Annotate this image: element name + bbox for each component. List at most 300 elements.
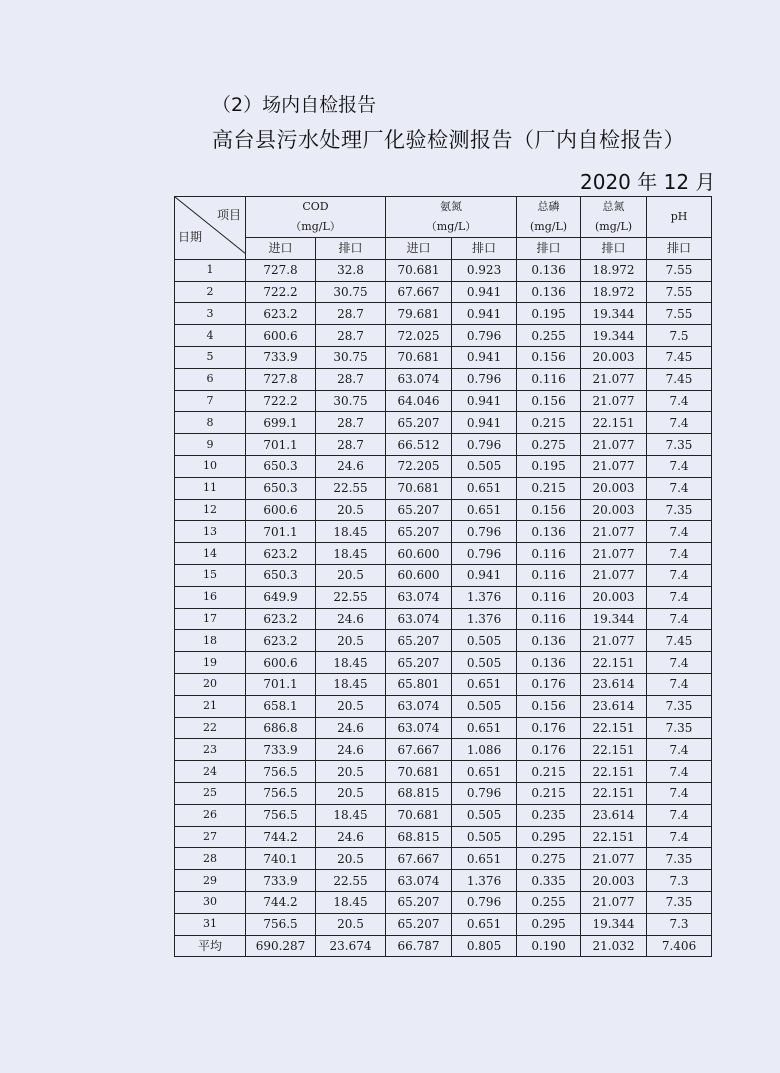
cod-inlet-cell: 756.5 xyxy=(246,761,316,783)
cod-outlet-cell: 30.75 xyxy=(316,346,386,368)
cod-outlet-cell: 20.5 xyxy=(316,848,386,870)
tn-outlet-cell: 22.151 xyxy=(581,782,647,804)
tp-outlet-cell: 0.156 xyxy=(517,499,581,521)
tp-outlet-cell: 0.295 xyxy=(517,913,581,935)
nh3-inlet-cell: 65.207 xyxy=(386,412,452,434)
nh3-outlet-cell: 0.796 xyxy=(452,434,517,456)
ph-outlet-cell: 7.45 xyxy=(647,630,712,652)
cod-label: COD xyxy=(302,200,329,213)
cod-inlet-cell: 686.8 xyxy=(246,717,316,739)
table-row xyxy=(175,608,712,630)
ph-outlet-cell: 7.4 xyxy=(647,521,712,543)
tn-outlet-cell: 22.151 xyxy=(581,412,647,434)
tp-outlet-cell: 0.215 xyxy=(517,477,581,499)
table-row xyxy=(175,259,712,281)
cod-inlet-cell: 658.1 xyxy=(246,695,316,717)
nh3-inlet-cell: 65.207 xyxy=(386,521,452,543)
report-date: 2020 年 12 月 xyxy=(580,170,716,194)
nh3-inlet-cell: 63.074 xyxy=(386,695,452,717)
day-cell: 14 xyxy=(175,543,246,565)
tn-outlet-cell: 22.151 xyxy=(581,717,647,739)
tp-outlet-cell: 0.136 xyxy=(517,630,581,652)
cod-outlet-cell: 30.75 xyxy=(316,390,386,412)
header-row-sub xyxy=(175,238,712,260)
nh3-inlet-cell: 63.074 xyxy=(386,586,452,608)
nh3-inlet-cell: 63.074 xyxy=(386,870,452,892)
table-row xyxy=(175,782,712,804)
nh3-inlet-cell: 63.074 xyxy=(386,368,452,390)
tn-outlet-cell: 21.077 xyxy=(581,630,647,652)
table-body xyxy=(175,259,712,935)
tn-outlet-cell: 21.077 xyxy=(581,543,647,565)
table-row xyxy=(175,630,712,652)
table-row xyxy=(175,543,712,565)
day-cell: 13 xyxy=(175,521,246,543)
cod-inlet-cell: 623.2 xyxy=(246,608,316,630)
day-cell: 21 xyxy=(175,695,246,717)
nh3-outlet-cell: 1.376 xyxy=(452,870,517,892)
day-cell: 6 xyxy=(175,368,246,390)
ph-outlet-cell: 7.4 xyxy=(647,390,712,412)
nh3-inlet-cell: 79.681 xyxy=(386,303,452,325)
ph-outlet-cell: 7.35 xyxy=(647,848,712,870)
average-cod-outlet: 23.674 xyxy=(316,935,386,957)
tp-outlet-cell: 0.275 xyxy=(517,848,581,870)
day-cell: 28 xyxy=(175,848,246,870)
nh3-inlet-cell: 70.681 xyxy=(386,259,452,281)
tn-outlet-cell: 19.344 xyxy=(581,325,647,347)
tn-outlet-cell: 21.077 xyxy=(581,891,647,913)
tn-outlet-cell: 22.151 xyxy=(581,826,647,848)
day-cell: 31 xyxy=(175,913,246,935)
ph-outlet-cell: 7.45 xyxy=(647,346,712,368)
nh3-outlet-cell: 0.651 xyxy=(452,499,517,521)
tn-outlet-cell: 18.972 xyxy=(581,281,647,303)
nh3-outlet-cell: 0.941 xyxy=(452,564,517,586)
tp-header xyxy=(517,197,581,238)
cod-outlet-cell: 22.55 xyxy=(316,870,386,892)
ph-outlet-cell: 7.35 xyxy=(647,499,712,521)
day-cell: 15 xyxy=(175,564,246,586)
ph-outlet-cell: 7.4 xyxy=(647,826,712,848)
ph-outlet-cell: 7.3 xyxy=(647,870,712,892)
tp-outlet-cell: 0.156 xyxy=(517,346,581,368)
ph-header xyxy=(647,197,712,238)
cod-outlet-cell: 18.45 xyxy=(316,673,386,695)
tp-outlet-cell: 0.116 xyxy=(517,608,581,630)
cod-inlet-cell: 733.9 xyxy=(246,870,316,892)
cod-outlet-cell: 18.45 xyxy=(316,891,386,913)
tp-outlet-cell: 0.136 xyxy=(517,521,581,543)
ph-outlet-cell: 7.35 xyxy=(647,891,712,913)
table-row xyxy=(175,412,712,434)
ph-outlet-cell: 7.4 xyxy=(647,652,712,674)
nh3-outlet-cell: 0.796 xyxy=(452,325,517,347)
table-row xyxy=(175,891,712,913)
nh3-inlet-cell: 67.667 xyxy=(386,848,452,870)
tp-outlet-cell: 0.176 xyxy=(517,673,581,695)
table-row xyxy=(175,761,712,783)
cod-outlet-cell: 24.6 xyxy=(316,455,386,477)
cod-outlet-cell: 22.55 xyxy=(316,586,386,608)
nh3-inlet-cell: 70.681 xyxy=(386,761,452,783)
table-row xyxy=(175,695,712,717)
ph-outlet-cell: 7.4 xyxy=(647,804,712,826)
cod-inlet-cell: 722.2 xyxy=(246,281,316,303)
tp-outlet-cell: 0.116 xyxy=(517,564,581,586)
cod-outlet-cell: 20.5 xyxy=(316,913,386,935)
nh3-outlet-cell: 0.651 xyxy=(452,717,517,739)
tn-outlet-cell: 19.344 xyxy=(581,913,647,935)
table-row xyxy=(175,913,712,935)
day-cell: 5 xyxy=(175,346,246,368)
nh3-outlet-cell: 0.941 xyxy=(452,412,517,434)
tn-unit: (mg/L) xyxy=(594,220,633,233)
cod-inlet-cell: 600.6 xyxy=(246,499,316,521)
nh3-outlet-cell: 0.651 xyxy=(452,673,517,695)
cod-inlet-cell: 701.1 xyxy=(246,673,316,695)
tn-outlet-cell: 20.003 xyxy=(581,499,647,521)
tp-outlet-cell: 0.195 xyxy=(517,303,581,325)
tn-outlet-cell: 21.077 xyxy=(581,521,647,543)
lab-report-table xyxy=(174,196,712,957)
ph-outlet-cell: 7.4 xyxy=(647,739,712,761)
day-cell: 18 xyxy=(175,630,246,652)
nh3-outlet-cell: 1.086 xyxy=(452,739,517,761)
table-row xyxy=(175,281,712,303)
average-ph-outlet: 7.406 xyxy=(647,935,712,957)
section-subtitle: （2）场内自检报告 xyxy=(212,94,377,116)
day-cell: 17 xyxy=(175,608,246,630)
nh3-outlet-cell: 1.376 xyxy=(452,608,517,630)
ph-outlet-cell: 7.55 xyxy=(647,259,712,281)
cod-inlet-cell: 740.1 xyxy=(246,848,316,870)
tn-outlet-cell: 22.151 xyxy=(581,739,647,761)
cod-unit: （mg/L） xyxy=(290,220,341,233)
cod-outlet-cell: 28.7 xyxy=(316,368,386,390)
tp-outlet-cell: 0.156 xyxy=(517,390,581,412)
tp-label: 总磷 xyxy=(537,200,560,213)
table-row xyxy=(175,652,712,674)
day-cell: 20 xyxy=(175,673,246,695)
corner-date-label: 日期 xyxy=(178,229,203,244)
nh3-outlet-cell: 0.505 xyxy=(452,804,517,826)
cod-outlet-cell: 20.5 xyxy=(316,564,386,586)
table-row xyxy=(175,870,712,892)
cod-outlet-cell: 24.6 xyxy=(316,608,386,630)
tn-outlet-cell: 20.003 xyxy=(581,586,647,608)
report-title: 高台县污水处理厂化验检测报告（厂内自检报告） xyxy=(212,128,685,152)
nh3-inlet-cell: 63.074 xyxy=(386,717,452,739)
tp-outlet-cell: 0.116 xyxy=(517,543,581,565)
nh3-header xyxy=(386,197,517,238)
cod-inlet-cell: 623.2 xyxy=(246,630,316,652)
tp-outlet-cell: 0.215 xyxy=(517,782,581,804)
tp-outlet-cell: 0.176 xyxy=(517,717,581,739)
tn-outlet-cell: 21.077 xyxy=(581,455,647,477)
tp-outlet-cell: 0.215 xyxy=(517,761,581,783)
tp-outlet-cell: 0.215 xyxy=(517,412,581,434)
nh3-inlet-cell: 66.512 xyxy=(386,434,452,456)
day-cell: 19 xyxy=(175,652,246,674)
nh3-inlet-cell: 70.681 xyxy=(386,346,452,368)
nh3-outlet-cell: 0.651 xyxy=(452,761,517,783)
cod-outlet-cell: 24.6 xyxy=(316,717,386,739)
nh3-outlet-cell: 0.941 xyxy=(452,303,517,325)
table-row xyxy=(175,521,712,543)
nh3-outlet-cell: 0.796 xyxy=(452,521,517,543)
day-cell: 30 xyxy=(175,891,246,913)
cod-outlet-cell: 32.8 xyxy=(316,259,386,281)
nh3-inlet-cell: 72.205 xyxy=(386,455,452,477)
tp-outlet-cell: 0.136 xyxy=(517,281,581,303)
corner-header xyxy=(175,197,246,260)
cod-inlet-cell: 744.2 xyxy=(246,826,316,848)
nh3-outlet-cell: 0.505 xyxy=(452,455,517,477)
cod-inlet-cell: 623.2 xyxy=(246,303,316,325)
tn-outlet-cell: 18.972 xyxy=(581,259,647,281)
table-row xyxy=(175,390,712,412)
nh3-inlet-cell: 65.207 xyxy=(386,499,452,521)
day-cell: 9 xyxy=(175,434,246,456)
cod-outlet-cell: 28.7 xyxy=(316,325,386,347)
tp-outlet-cell: 0.255 xyxy=(517,891,581,913)
tp-outlet-header: 排口 xyxy=(517,238,581,260)
ph-outlet-cell: 7.4 xyxy=(647,543,712,565)
table-row xyxy=(175,434,712,456)
table-row xyxy=(175,346,712,368)
nh3-outlet-cell: 0.796 xyxy=(452,368,517,390)
nh3-inlet-header: 进口 xyxy=(386,238,452,260)
ph-outlet-header: 排口 xyxy=(647,238,712,260)
nh3-outlet-cell: 1.376 xyxy=(452,586,517,608)
tn-outlet-cell: 23.614 xyxy=(581,695,647,717)
nh3-inlet-cell: 63.074 xyxy=(386,608,452,630)
cod-outlet-cell: 24.6 xyxy=(316,826,386,848)
table-row xyxy=(175,477,712,499)
ph-outlet-cell: 7.4 xyxy=(647,608,712,630)
tp-outlet-cell: 0.275 xyxy=(517,434,581,456)
ph-outlet-cell: 7.4 xyxy=(647,761,712,783)
nh3-inlet-cell: 65.207 xyxy=(386,891,452,913)
table-row xyxy=(175,717,712,739)
cod-inlet-cell: 650.3 xyxy=(246,477,316,499)
nh3-inlet-cell: 68.815 xyxy=(386,782,452,804)
average-nh3-outlet: 0.805 xyxy=(452,935,517,957)
day-cell: 29 xyxy=(175,870,246,892)
nh3-inlet-cell: 64.046 xyxy=(386,390,452,412)
nh3-outlet-cell: 0.796 xyxy=(452,891,517,913)
nh3-inlet-cell: 70.681 xyxy=(386,477,452,499)
average-nh3-inlet: 66.787 xyxy=(386,935,452,957)
tn-outlet-cell: 20.003 xyxy=(581,477,647,499)
table-row xyxy=(175,455,712,477)
tp-outlet-cell: 0.136 xyxy=(517,652,581,674)
tn-outlet-cell: 23.614 xyxy=(581,804,647,826)
tp-outlet-cell: 0.176 xyxy=(517,739,581,761)
header-row-top xyxy=(175,197,712,238)
tp-outlet-cell: 0.295 xyxy=(517,826,581,848)
table-row xyxy=(175,564,712,586)
nh3-outlet-cell: 0.651 xyxy=(452,848,517,870)
cod-inlet-cell: 701.1 xyxy=(246,521,316,543)
day-cell: 22 xyxy=(175,717,246,739)
cod-outlet-cell: 24.6 xyxy=(316,739,386,761)
cod-inlet-cell: 733.9 xyxy=(246,739,316,761)
corner-item-label: 项目 xyxy=(216,208,241,222)
ph-outlet-cell: 7.4 xyxy=(647,412,712,434)
nh3-outlet-cell: 0.923 xyxy=(452,259,517,281)
cod-inlet-cell: 650.3 xyxy=(246,564,316,586)
day-cell: 23 xyxy=(175,739,246,761)
nh3-inlet-cell: 65.207 xyxy=(386,913,452,935)
table-row xyxy=(175,848,712,870)
tn-outlet-cell: 21.077 xyxy=(581,434,647,456)
cod-inlet-cell: 600.6 xyxy=(246,652,316,674)
cod-inlet-cell: 733.9 xyxy=(246,346,316,368)
nh3-label: 氨氮 xyxy=(440,200,463,213)
table-row xyxy=(175,325,712,347)
day-cell: 4 xyxy=(175,325,246,347)
cod-inlet-cell: 722.2 xyxy=(246,390,316,412)
cod-inlet-cell: 727.8 xyxy=(246,259,316,281)
tn-outlet-cell: 21.077 xyxy=(581,368,647,390)
nh3-inlet-cell: 65.207 xyxy=(386,652,452,674)
cod-inlet-cell: 650.3 xyxy=(246,455,316,477)
tp-outlet-cell: 0.136 xyxy=(517,259,581,281)
table-row xyxy=(175,826,712,848)
tp-outlet-cell: 0.255 xyxy=(517,325,581,347)
tn-label: 总氮 xyxy=(602,200,625,213)
average-tp-outlet: 0.190 xyxy=(517,935,581,957)
day-cell: 3 xyxy=(175,303,246,325)
cod-outlet-cell: 18.45 xyxy=(316,543,386,565)
table-row xyxy=(175,586,712,608)
ph-outlet-cell: 7.35 xyxy=(647,434,712,456)
nh3-outlet-header: 排口 xyxy=(452,238,517,260)
cod-inlet-cell: 623.2 xyxy=(246,543,316,565)
nh3-outlet-cell: 0.941 xyxy=(452,346,517,368)
ph-outlet-cell: 7.55 xyxy=(647,303,712,325)
tp-outlet-cell: 0.156 xyxy=(517,695,581,717)
cod-inlet-header: 进口 xyxy=(246,238,316,260)
nh3-inlet-cell: 70.681 xyxy=(386,804,452,826)
average-label: 平均 xyxy=(175,935,246,957)
day-cell: 26 xyxy=(175,804,246,826)
cod-inlet-cell: 756.5 xyxy=(246,804,316,826)
nh3-inlet-cell: 67.667 xyxy=(386,281,452,303)
table-row xyxy=(175,499,712,521)
tn-outlet-cell: 21.077 xyxy=(581,564,647,586)
day-cell: 25 xyxy=(175,782,246,804)
tn-header xyxy=(581,197,647,238)
ph-outlet-cell: 7.4 xyxy=(647,782,712,804)
tn-outlet-cell: 22.151 xyxy=(581,761,647,783)
table-row xyxy=(175,673,712,695)
cod-header xyxy=(246,197,386,238)
cod-outlet-cell: 20.5 xyxy=(316,630,386,652)
nh3-inlet-cell: 72.025 xyxy=(386,325,452,347)
tn-outlet-cell: 19.344 xyxy=(581,608,647,630)
day-cell: 10 xyxy=(175,455,246,477)
tn-outlet-cell: 22.151 xyxy=(581,652,647,674)
cod-outlet-cell: 18.45 xyxy=(316,521,386,543)
table-row xyxy=(175,368,712,390)
day-cell: 2 xyxy=(175,281,246,303)
tp-unit: (mg/L) xyxy=(529,220,568,233)
table-row xyxy=(175,303,712,325)
ph-outlet-cell: 7.5 xyxy=(647,325,712,347)
nh3-outlet-cell: 0.651 xyxy=(452,913,517,935)
tn-outlet-cell: 20.003 xyxy=(581,346,647,368)
ph-outlet-cell: 7.3 xyxy=(647,913,712,935)
ph-outlet-cell: 7.4 xyxy=(647,673,712,695)
nh3-outlet-cell: 0.505 xyxy=(452,826,517,848)
nh3-outlet-cell: 0.505 xyxy=(452,695,517,717)
tn-outlet-cell: 20.003 xyxy=(581,870,647,892)
day-cell: 12 xyxy=(175,499,246,521)
tp-outlet-cell: 0.116 xyxy=(517,368,581,390)
nh3-outlet-cell: 0.941 xyxy=(452,390,517,412)
cod-outlet-cell: 20.5 xyxy=(316,695,386,717)
ph-outlet-cell: 7.55 xyxy=(647,281,712,303)
nh3-inlet-cell: 60.600 xyxy=(386,543,452,565)
average-cod-inlet: 690.287 xyxy=(246,935,316,957)
tp-outlet-cell: 0.235 xyxy=(517,804,581,826)
cod-outlet-header: 排口 xyxy=(316,238,386,260)
cod-outlet-cell: 20.5 xyxy=(316,782,386,804)
ph-outlet-cell: 7.45 xyxy=(647,368,712,390)
nh3-inlet-cell: 65.207 xyxy=(386,630,452,652)
cod-inlet-cell: 727.8 xyxy=(246,368,316,390)
cod-outlet-cell: 20.5 xyxy=(316,761,386,783)
cod-outlet-cell: 28.7 xyxy=(316,412,386,434)
nh3-outlet-cell: 0.796 xyxy=(452,782,517,804)
ph-outlet-cell: 7.4 xyxy=(647,455,712,477)
ph-outlet-cell: 7.35 xyxy=(647,717,712,739)
day-cell: 24 xyxy=(175,761,246,783)
cod-outlet-cell: 18.45 xyxy=(316,804,386,826)
average-tn-outlet: 21.032 xyxy=(581,935,647,957)
ph-outlet-cell: 7.4 xyxy=(647,564,712,586)
nh3-inlet-cell: 65.801 xyxy=(386,673,452,695)
ph-outlet-cell: 7.4 xyxy=(647,477,712,499)
nh3-unit: （mg/L） xyxy=(425,220,477,233)
cod-inlet-cell: 744.2 xyxy=(246,891,316,913)
day-cell: 1 xyxy=(175,259,246,281)
day-cell: 11 xyxy=(175,477,246,499)
nh3-inlet-cell: 68.815 xyxy=(386,826,452,848)
cod-inlet-cell: 701.1 xyxy=(246,434,316,456)
day-cell: 16 xyxy=(175,586,246,608)
nh3-outlet-cell: 0.505 xyxy=(452,652,517,674)
cod-outlet-cell: 28.7 xyxy=(316,434,386,456)
tp-outlet-cell: 0.335 xyxy=(517,870,581,892)
cod-outlet-cell: 18.45 xyxy=(316,652,386,674)
ph-outlet-cell: 7.4 xyxy=(647,586,712,608)
ph-outlet-cell: 7.35 xyxy=(647,695,712,717)
table-row xyxy=(175,739,712,761)
day-cell: 27 xyxy=(175,826,246,848)
nh3-inlet-cell: 67.667 xyxy=(386,739,452,761)
nh3-outlet-cell: 0.505 xyxy=(452,630,517,652)
average-row xyxy=(175,935,712,957)
nh3-outlet-cell: 0.796 xyxy=(452,543,517,565)
cod-outlet-cell: 22.55 xyxy=(316,477,386,499)
tn-outlet-cell: 19.344 xyxy=(581,303,647,325)
nh3-outlet-cell: 0.651 xyxy=(452,477,517,499)
tn-outlet-header: 排口 xyxy=(581,238,647,260)
